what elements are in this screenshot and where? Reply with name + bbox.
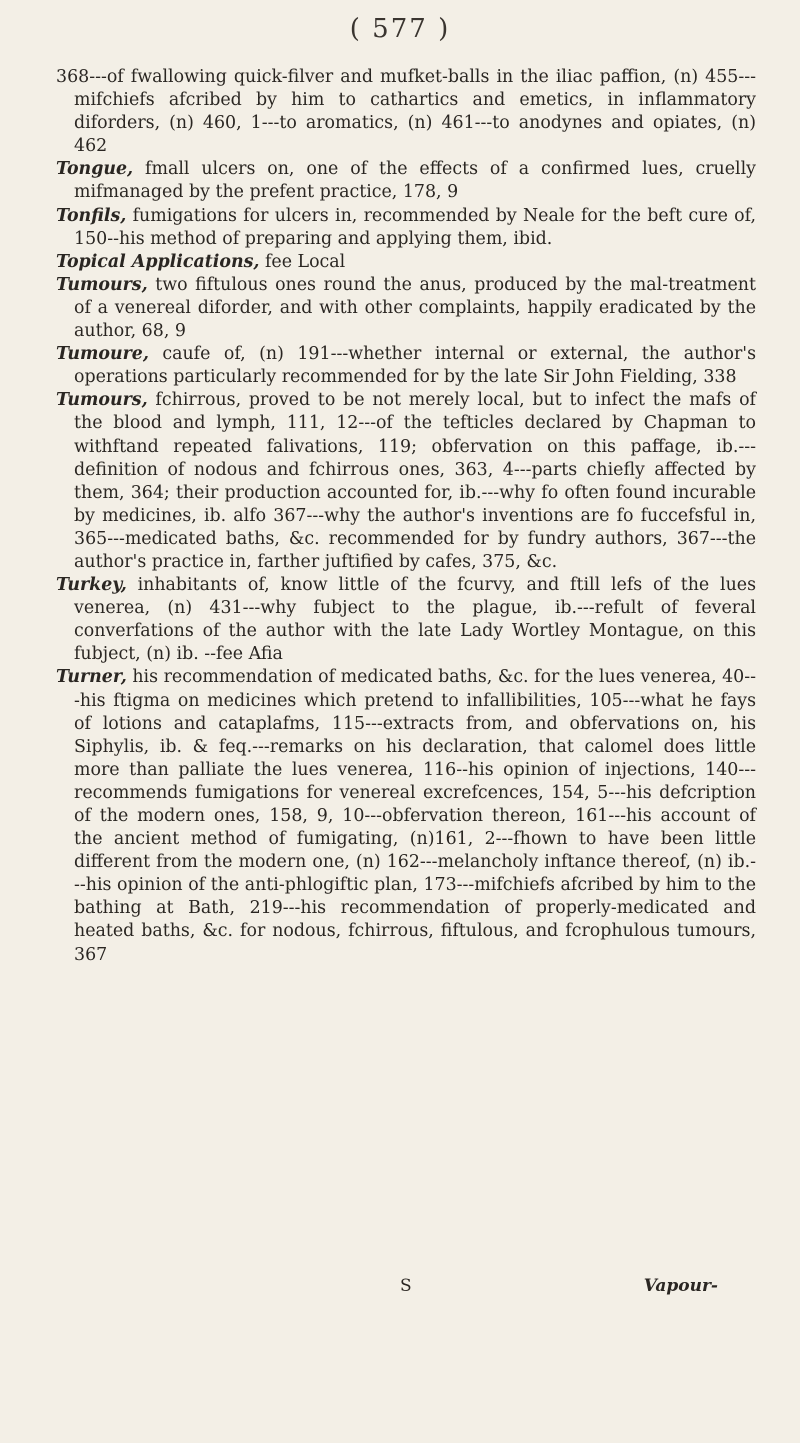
entry-text: fee Local [259,251,346,272]
entry-text: fchirrous, proved to be not merely local, but to infect the mafs of the blood and lymph, 111, 12---of the tefticles declared by Chapman to withftand repeated falivations, 119; obfervation on this paffage, ib.---definition of nodous and fchirrous ones, 363, 4---parts chiefly affected by them, 364; their production accounted for, ib.---why fo often found incurable by medicines, ib. alfo 367---why the author's inventions are fo fuccefsful in, 365---medicated baths, &c. recommended for by fundry authors, 367---the author's practice in, farther juftified by cafes, 375, &c. [74,390,756,572]
index-text [56,66,756,967]
page-footer [0,1276,800,1306]
catchword: Vapour- [643,1276,718,1296]
entry-heading: Tumours, [56,390,148,411]
entry-text: 368---of fwallowing quick-filver and mufket-balls in the iliac paffion, (n) 455---mifchiefs afcribed by him to cathartics and emetics, in inflammatory diforders, (n) 460, 1---to aromatics, (n) 461---to anodynes and opiates, (n) 462 [56,67,756,157]
index-entry [56,251,756,274]
page-number: ( 577 ) [349,14,451,44]
entry-heading: Topical Applications, [56,251,260,272]
index-entry [56,343,756,389]
entry-text: inhabitants of, know little of the fcurvy, and ftill lefs of the lues venerea, (n) 431---why fubject to the plague, ib.---refult of feveral converfations of the author with the late Lady Wortley Montague, on this fubject, (n) ib. --fee Afia [74,575,756,665]
index-entry [56,389,756,574]
entry-heading: Turkey, [56,575,127,596]
entry-heading: Tonfils, [56,205,127,226]
entry-text: fumigations for ulcers in, recommended by Neale for the beft cure of, 150--his method of preparing and applying them, ibid. [74,205,756,249]
entry-heading: Tumours, [56,274,148,295]
entry-text: two fiftulous ones round the anus, produced by the mal-treatment of a venereal diforder, and with other complaints, happily eradicated by the author, 68, 9 [74,274,756,342]
entry-text: fmall ulcers on, one of the effects of a confirmed lues, cruelly mifmanaged by the prefent practice, 178, 9 [74,159,756,203]
index-entry [56,66,756,158]
entry-text: caufe of, (n) 191---whether internal or external, the author's operations particularly recommended for by the late Sir John Fielding, 338 [74,344,756,388]
entry-heading: Tongue, [56,159,134,180]
index-entry [56,574,756,666]
index-entry [56,205,756,251]
entry-text: his recommendation of medicated baths, &c. for the lues venerea, 40---his ftigma on medicines which pretend to infallibilities, 105---what he fays of lotions and cataplafms, 115---extracts from, and obfervations on, his Siphylis, ib. & feq.---remarks on his declaration, that calomel does little more than palliate the lues venerea, 116--his opinion of injections, 140---recommends fumigations for venereal excrefcences, 154, 5---his defcription of the modern ones, 158, 9, 10---obfervation thereon, 161---his account of the ancient method of fumigating, (n)161, 2---fhown to have been little different from the modern one, (n) 162---melancholy inftance thereof, (n) ib.---his opinion of the anti-phlogiftic plan, 173---mifchiefs afcribed by him to the bathing at Bath, 219---his recommendation of properly-medicated and heated baths, &c. for nodous, fchirrous, fiftulous, and fcrophulous tumours, 367 [74,667,756,965]
index-entry [56,666,756,966]
index-entry [56,274,756,343]
signature-mark: S [400,1276,412,1296]
index-entry [56,158,756,204]
entry-heading: Tumoure, [56,344,149,365]
entry-heading: Turner, [56,667,127,688]
